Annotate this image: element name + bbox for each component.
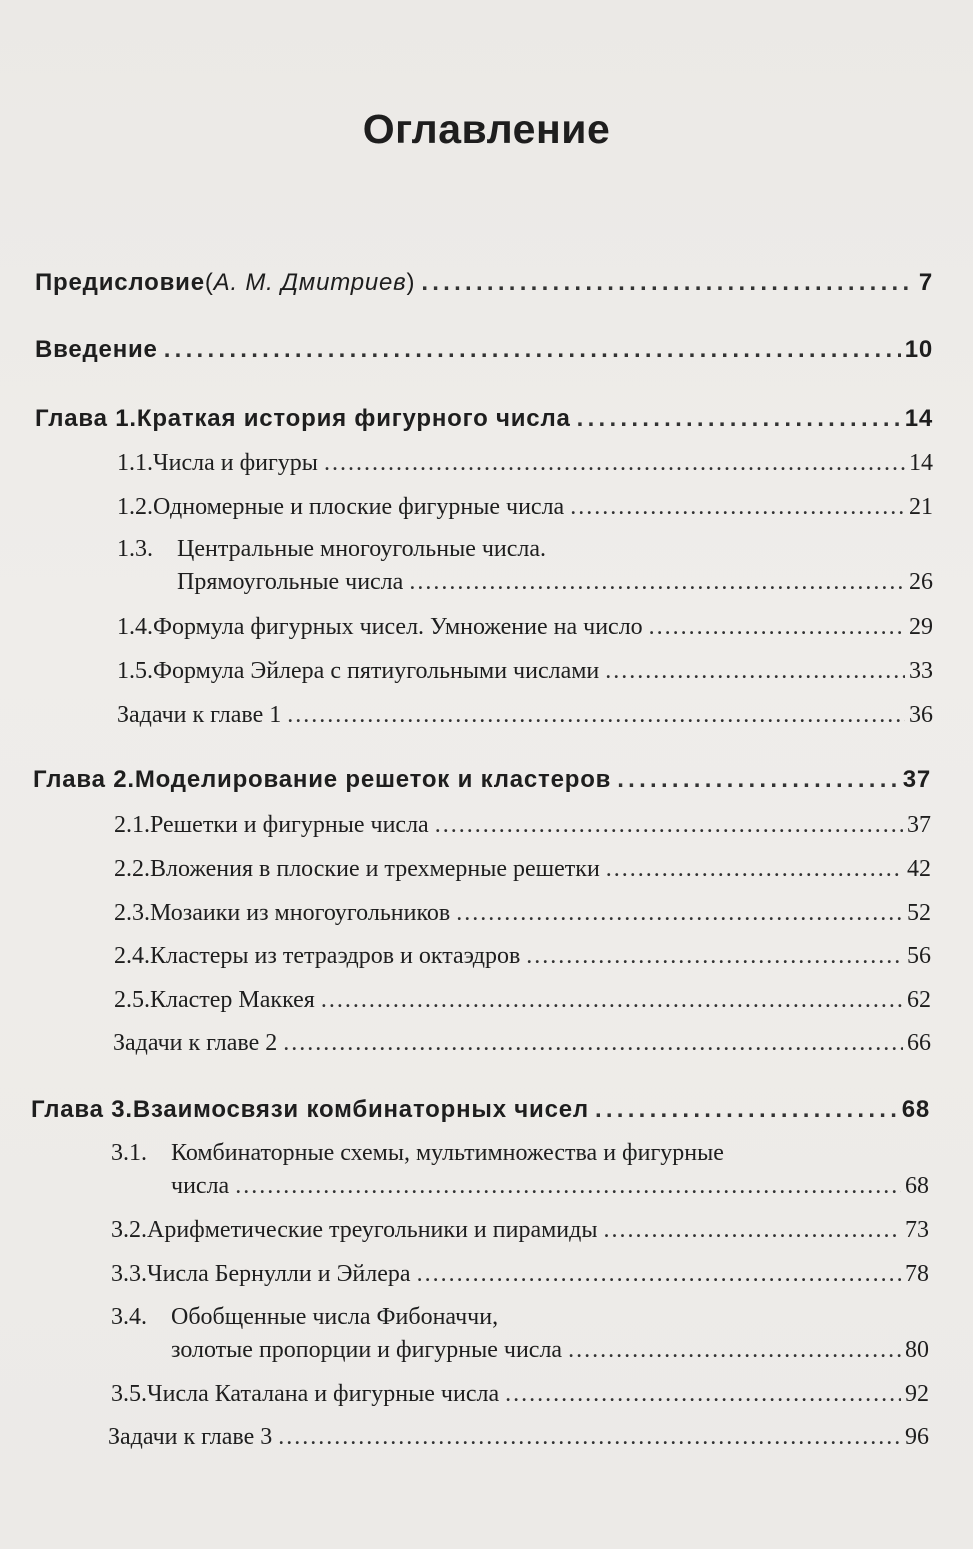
toc-section-3-4-line1 [111,1304,498,1331]
toc-section-2-1[interactable] [114,812,931,839]
toc-section-1-5[interactable] [117,658,933,685]
page-number: 96 [905,1424,929,1450]
page-number: 36 [909,702,933,728]
section-title: Решетки и фигурные числа [150,812,429,838]
toc-entry-preface[interactable] [35,269,933,297]
page-number: 37 [907,812,931,838]
section-number: 3.4. [111,1304,147,1330]
dot-leader [417,1261,901,1288]
dot-leader [570,494,905,521]
toc-section-3-4[interactable] [171,1337,929,1364]
dot-leader [456,900,903,927]
toc-chapter-3[interactable] [31,1096,930,1124]
page-number: 37 [902,766,931,793]
page-number: 56 [907,943,931,969]
dot-leader [617,766,898,794]
chapter-title: Краткая история фигурного числа [136,405,571,432]
chapter-number: Глава 1. [35,405,137,432]
toc-tasks-chapter-1[interactable] [117,702,933,729]
toc-section-3-3[interactable] [111,1261,929,1288]
section-title-line1: Комбинаторные схемы, мультимножества и фигурные [171,1140,724,1166]
page-number: 7 [918,269,933,296]
toc-section-3-5[interactable] [111,1381,929,1408]
dot-leader [526,943,903,970]
paren-close: ) [406,269,416,296]
page-number: 29 [909,614,933,640]
dot-leader [235,1173,901,1200]
section-number: 2.1. [114,812,150,838]
section-number: 1.2. [117,494,153,520]
dot-leader [278,1424,901,1451]
dot-leader [283,1030,903,1057]
toc-chapter-2[interactable] [33,766,931,794]
section-number: 2.4. [114,943,150,969]
entry-label: Введение [35,336,158,363]
page-number: 78 [905,1261,929,1287]
dot-leader [649,614,905,641]
page-number: 66 [907,1030,931,1056]
dot-leader [324,450,905,477]
toc-section-3-2[interactable] [111,1217,929,1244]
chapter-number: Глава 3. [31,1096,133,1123]
dot-leader [505,1381,901,1408]
page-number: 80 [905,1337,929,1363]
section-number: 1.4. [117,614,153,640]
page-title: Оглавление [362,106,611,152]
paren-open: ( [204,269,214,296]
section-number: 1.5. [117,658,153,684]
section-title: Одномерные и плоские фигурные числа [153,494,565,520]
page-number: 73 [905,1217,929,1243]
toc-section-1-2[interactable] [117,494,933,521]
chapter-number: Глава 2. [33,766,135,793]
tasks-title: Задачи к главе 1 [117,702,282,728]
dot-leader [321,987,903,1014]
chapter-title: Взаимосвязи комбинаторных чисел [132,1096,589,1123]
dot-leader [568,1337,901,1364]
page-number: 10 [904,336,933,363]
toc-section-1-1[interactable] [117,450,933,477]
page-number: 14 [909,450,933,476]
page-number: 21 [909,494,933,520]
page-number: 26 [909,569,933,595]
toc-section-1-3[interactable] [177,569,933,596]
page-number: 42 [907,856,931,882]
section-title-line1: Центральные многоугольные числа. [177,536,547,562]
section-number: 3.1. [111,1140,147,1166]
toc-tasks-chapter-3[interactable] [108,1424,929,1451]
dot-leader [606,856,903,883]
section-number: 3.5. [111,1381,147,1407]
dot-leader [421,269,915,297]
entry-label: Предисловие [35,269,205,296]
section-title: Числа и фигуры [153,450,318,476]
page-number: 68 [905,1173,929,1199]
tasks-title: Задачи к главе 2 [113,1030,278,1056]
dot-leader [164,336,901,364]
toc-entry-introduction[interactable] [35,336,933,364]
section-title: Арифметические треугольники и пирамиды [147,1217,598,1243]
section-title: золотые пропорции и фигурные числа [171,1337,563,1363]
toc-section-2-2[interactable] [114,856,931,883]
section-number: 2.3. [114,900,150,926]
page-number: 68 [901,1096,930,1123]
entry-author: А. М. Дмитриев [213,269,407,296]
toc-section-1-4[interactable] [117,614,933,641]
section-title: Вложения в плоские и трехмерные решетки [150,856,600,882]
toc-section-2-3[interactable] [114,900,931,927]
toc-section-3-1-line1 [111,1140,724,1167]
toc-section-1-3-line1 [117,536,546,563]
section-number: 1.1. [117,450,153,476]
page-number: 92 [905,1381,929,1407]
toc-section-2-4[interactable] [114,943,931,970]
tasks-title: Задачи к главе 3 [108,1424,273,1450]
dot-leader [577,405,901,433]
section-number: 3.3. [111,1261,147,1287]
section-title: Числа Каталана и фигурные числа [147,1381,500,1407]
page-number: 14 [904,405,933,432]
section-title: числа [171,1173,230,1199]
section-title: Прямоугольные числа [177,569,404,595]
page-number: 62 [907,987,931,1013]
dot-leader [287,702,905,729]
section-number: 2.2. [114,856,150,882]
chapter-title: Моделирование решеток и кластеров [134,766,612,793]
dot-leader [409,569,905,596]
toc-section-3-1[interactable] [171,1173,929,1200]
section-title: Формула фигурных чисел. Умножение на число [153,614,643,640]
dot-leader [605,658,905,685]
section-number: 1.3. [117,536,153,562]
toc-chapter-1[interactable] [35,405,933,433]
toc-tasks-chapter-2[interactable] [113,1030,931,1057]
section-title: Числа Бернулли и Эйлера [147,1261,411,1287]
section-title: Формула Эйлера с пятиугольными числами [153,658,600,684]
section-title: Мозаики из многоугольников [150,900,451,926]
section-title-line1: Обобщенные числа Фибоначчи, [171,1304,499,1330]
page-number: 33 [909,658,933,684]
dot-leader [595,1096,898,1124]
dot-leader [435,812,903,839]
section-title: Кластер Маккея [150,987,315,1013]
dot-leader [603,1217,901,1244]
section-title: Кластеры из тетраэдров и октаэдров [150,943,521,969]
toc-section-2-5[interactable] [114,987,931,1014]
page-number: 52 [907,900,931,926]
section-number: 2.5. [114,987,150,1013]
section-number: 3.2. [111,1217,147,1243]
